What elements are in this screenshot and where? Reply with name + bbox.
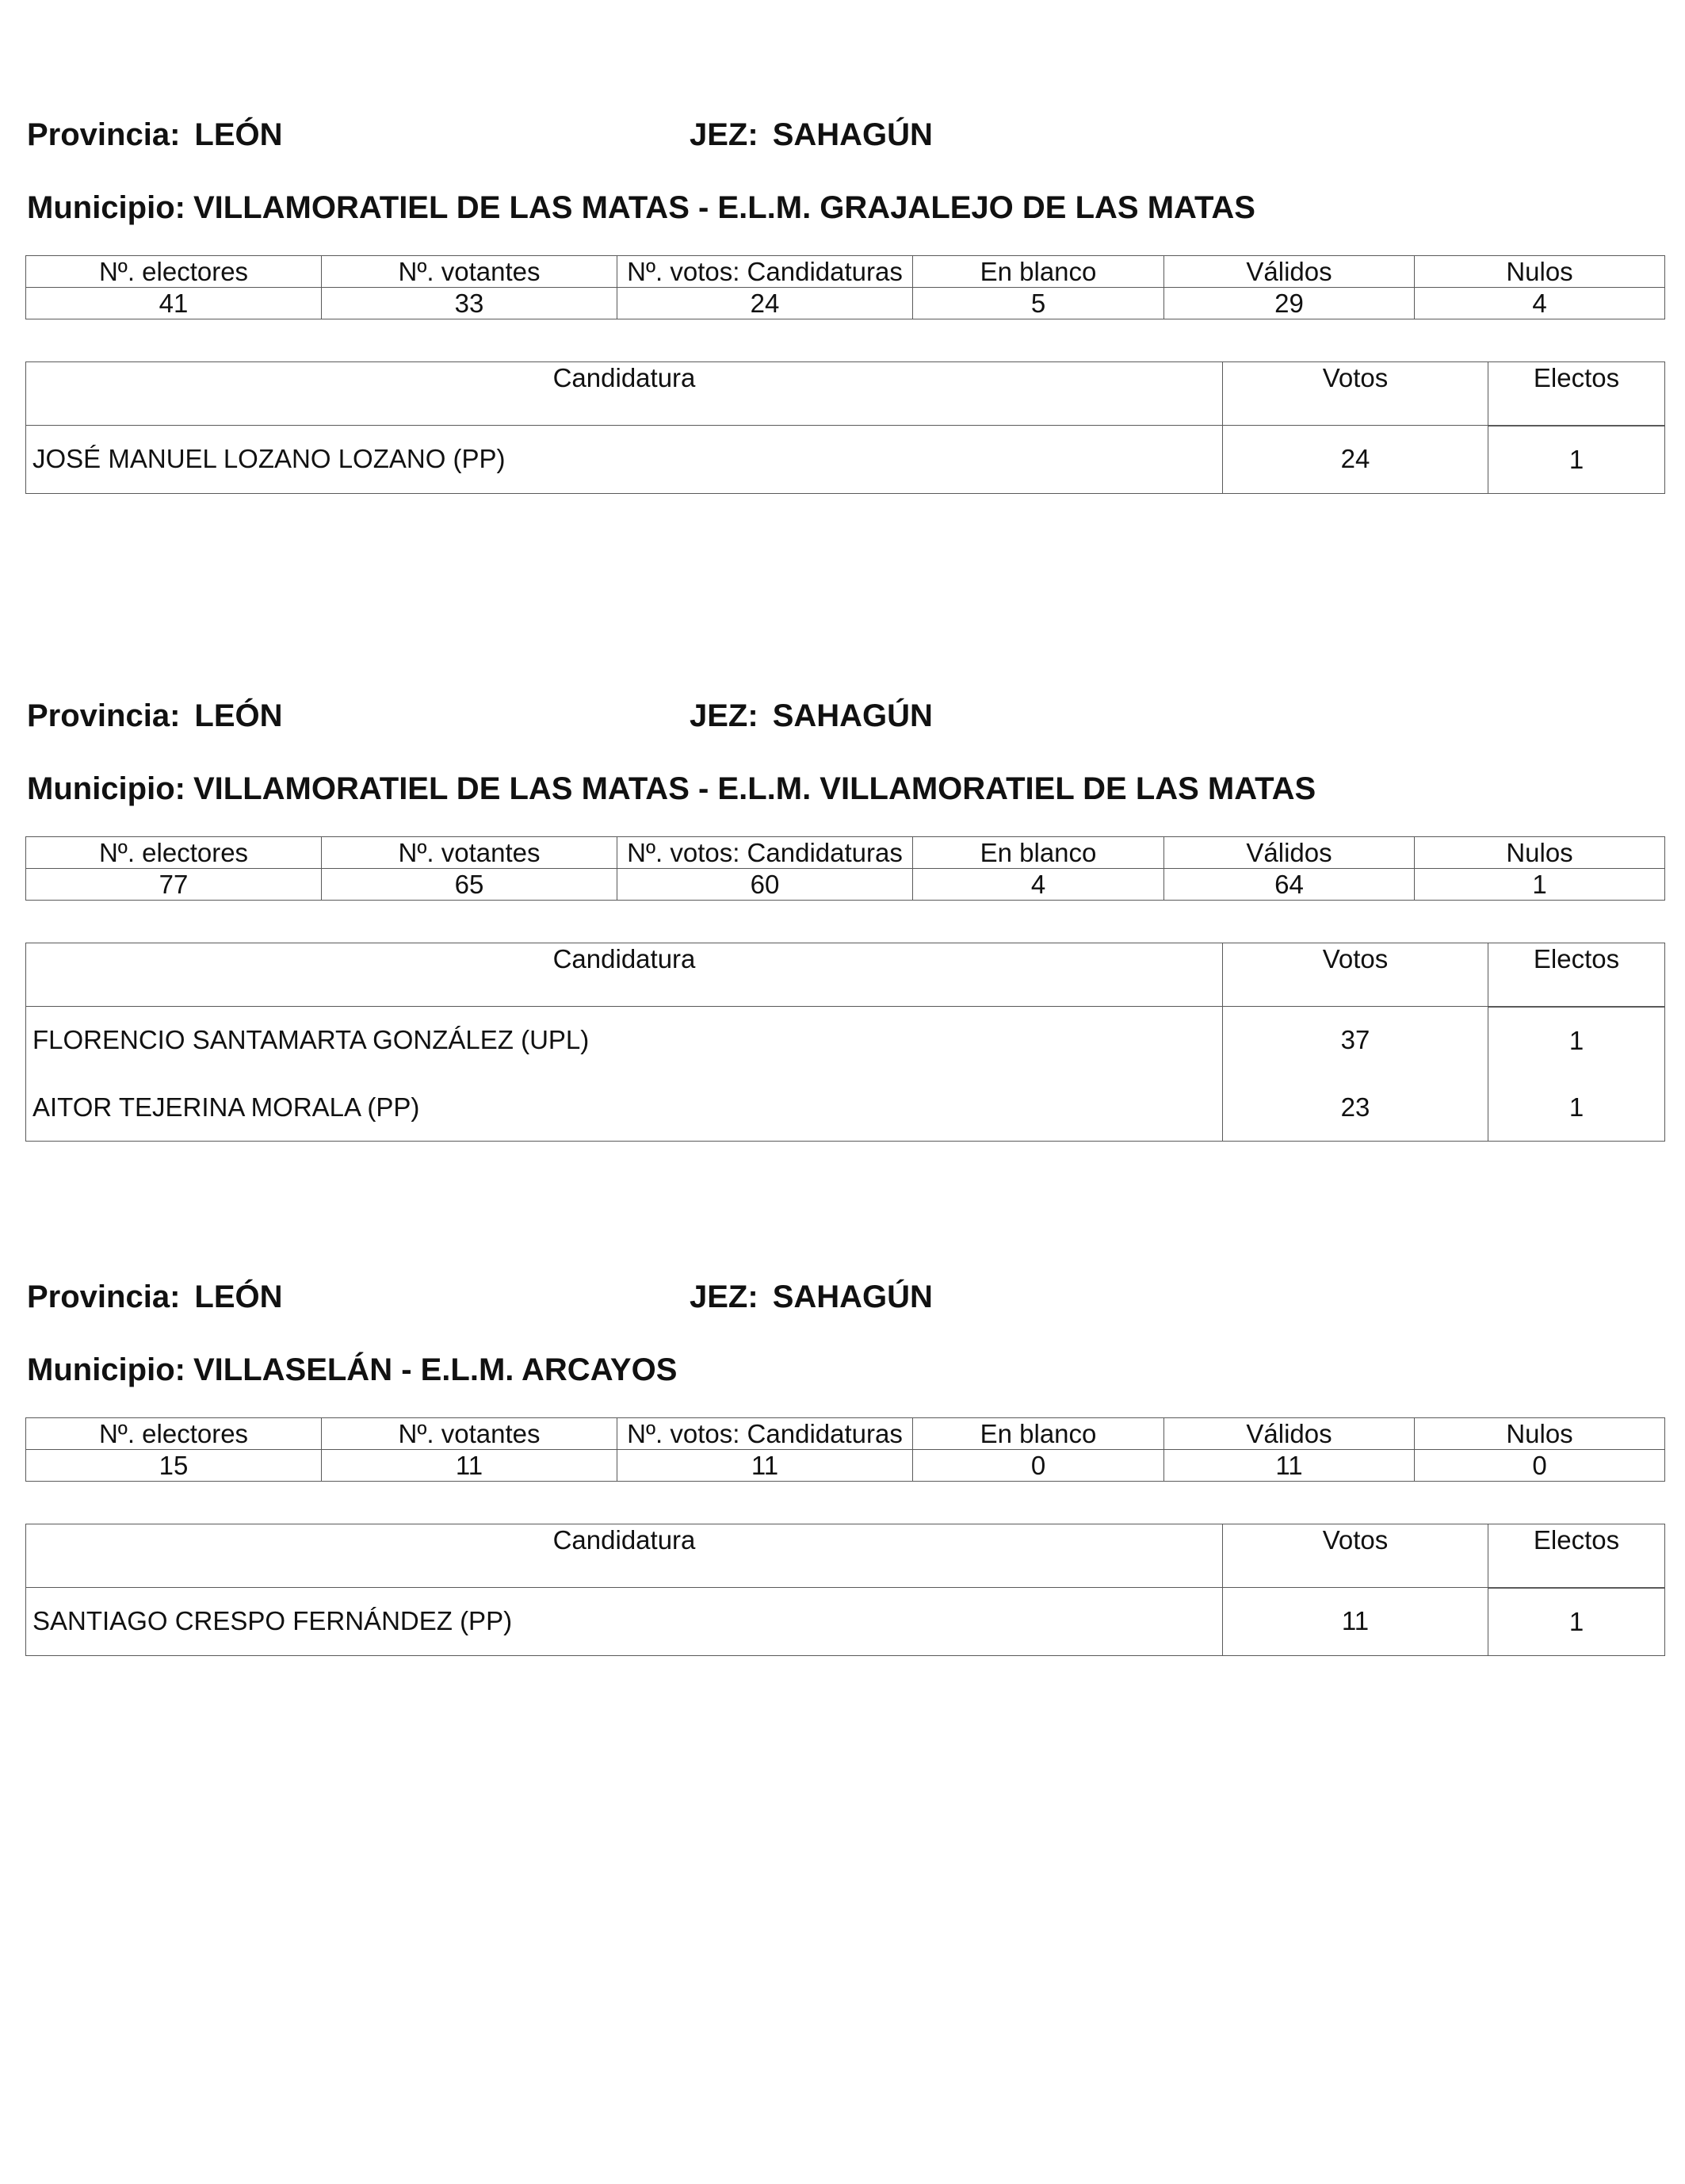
jez-header — [690, 700, 933, 732]
municipio-value: VILLAMORATIEL DE LAS MATAS - E.L.M. VILLAMORATIEL DE LAS MATAS — [193, 771, 1316, 806]
stats-validos: 64 — [1164, 869, 1415, 901]
municipio-label: Municipio: — [27, 1352, 185, 1387]
electos-header: Electos — [1488, 1524, 1665, 1588]
stats-votos-candidaturas: 60 — [617, 869, 913, 901]
votos-header: Votos — [1223, 943, 1488, 1007]
candidate-row — [26, 426, 1665, 494]
stats-header-row — [26, 837, 1665, 869]
provincia-header — [27, 119, 283, 151]
stats-value-row — [26, 288, 1665, 319]
jez-label: JEZ: — [690, 117, 758, 152]
stats-table — [25, 255, 1665, 319]
stats-header-votantes: Nº. votantes — [322, 837, 617, 869]
stats-header-votantes: Nº. votantes — [322, 1418, 617, 1450]
jez-label: JEZ: — [690, 698, 758, 733]
candidates-header-row — [26, 362, 1665, 426]
jez-value: SAHAGÚN — [772, 117, 933, 152]
stats-votos-candidaturas: 24 — [617, 288, 913, 319]
candidate-electos: 1 — [1488, 1074, 1665, 1142]
stats-electores: 77 — [26, 869, 322, 901]
candidate-votos: 24 — [1223, 426, 1488, 494]
stats-nulos: 4 — [1415, 288, 1665, 319]
candidates-header-row — [26, 943, 1665, 1007]
stats-header-votos-candidaturas: Nº. votos: Candidaturas — [617, 1418, 913, 1450]
candidatura-header: Candidatura — [26, 1524, 1223, 1588]
electos-header: Electos — [1488, 943, 1665, 1007]
candidates-table — [25, 1524, 1665, 1656]
candidates-header-row — [26, 1524, 1665, 1588]
municipio-value: VILLAMORATIEL DE LAS MATAS - E.L.M. GRAJALEJO DE LAS MATAS — [193, 190, 1255, 225]
municipio-header — [27, 773, 1316, 805]
stats-nulos: 0 — [1415, 1450, 1665, 1482]
candidate-row — [26, 1007, 1665, 1074]
stats-votantes: 65 — [322, 869, 617, 901]
candidate-name: AITOR TEJERINA MORALA (PP) — [26, 1074, 1223, 1142]
stats-en-blanco: 0 — [913, 1450, 1164, 1482]
stats-header-votos-candidaturas: Nº. votos: Candidaturas — [617, 256, 913, 288]
jez-value: SAHAGÚN — [772, 698, 933, 733]
provincia-value: LEÓN — [194, 1279, 283, 1314]
stats-nulos: 1 — [1415, 869, 1665, 901]
votos-header: Votos — [1223, 1524, 1488, 1588]
stats-electores: 15 — [26, 1450, 322, 1482]
jez-header — [690, 119, 933, 151]
candidate-electos: 1 — [1488, 1007, 1665, 1074]
municipio-label: Municipio: — [27, 771, 185, 806]
stats-table — [25, 836, 1665, 901]
candidate-name: SANTIAGO CRESPO FERNÁNDEZ (PP) — [26, 1588, 1223, 1656]
stats-en-blanco: 4 — [913, 869, 1164, 901]
candidate-row — [26, 1588, 1665, 1656]
stats-header-en-blanco: En blanco — [913, 837, 1164, 869]
stats-value-row — [26, 1450, 1665, 1482]
stats-header-electores: Nº. electores — [26, 256, 322, 288]
jez-header — [690, 1281, 933, 1313]
stats-table — [25, 1417, 1665, 1482]
stats-validos: 11 — [1164, 1450, 1415, 1482]
stats-header-validos: Válidos — [1164, 256, 1415, 288]
stats-value-row — [26, 869, 1665, 901]
provincia-value: LEÓN — [194, 698, 283, 733]
stats-header-validos: Válidos — [1164, 1418, 1415, 1450]
electos-header: Electos — [1488, 362, 1665, 426]
municipio-header — [27, 1354, 677, 1386]
candidate-votos: 11 — [1223, 1588, 1488, 1656]
stats-header-en-blanco: En blanco — [913, 256, 1164, 288]
stats-header-votantes: Nº. votantes — [322, 256, 617, 288]
provincia-label: Provincia: — [27, 698, 181, 733]
stats-header-votos-candidaturas: Nº. votos: Candidaturas — [617, 837, 913, 869]
municipio-header — [27, 192, 1255, 224]
candidate-row — [26, 1074, 1665, 1142]
stats-header-en-blanco: En blanco — [913, 1418, 1164, 1450]
provincia-label: Provincia: — [27, 1279, 181, 1314]
stats-votantes: 11 — [322, 1450, 617, 1482]
stats-validos: 29 — [1164, 288, 1415, 319]
candidate-name: JOSÉ MANUEL LOZANO LOZANO (PP) — [26, 426, 1223, 494]
municipio-value: VILLASELÁN - E.L.M. ARCAYOS — [193, 1352, 678, 1387]
stats-header-nulos: Nulos — [1415, 256, 1665, 288]
candidate-votos: 23 — [1223, 1074, 1488, 1142]
candidate-electos: 1 — [1488, 1588, 1665, 1656]
provincia-header — [27, 1281, 283, 1313]
provincia-label: Provincia: — [27, 117, 181, 152]
stats-header-validos: Válidos — [1164, 837, 1415, 869]
stats-votos-candidaturas: 11 — [617, 1450, 913, 1482]
stats-header-electores: Nº. electores — [26, 1418, 322, 1450]
stats-header-nulos: Nulos — [1415, 1418, 1665, 1450]
stats-en-blanco: 5 — [913, 288, 1164, 319]
jez-label: JEZ: — [690, 1279, 758, 1314]
provincia-header — [27, 700, 283, 732]
stats-header-nulos: Nulos — [1415, 837, 1665, 869]
candidatura-header: Candidatura — [26, 943, 1223, 1007]
candidate-name: FLORENCIO SANTAMARTA GONZÁLEZ (UPL) — [26, 1007, 1223, 1074]
candidate-votos: 37 — [1223, 1007, 1488, 1074]
votos-header: Votos — [1223, 362, 1488, 426]
jez-value: SAHAGÚN — [772, 1279, 933, 1314]
stats-header-row — [26, 256, 1665, 288]
stats-header-electores: Nº. electores — [26, 837, 322, 869]
candidatura-header: Candidatura — [26, 362, 1223, 426]
candidates-table — [25, 361, 1665, 494]
candidate-electos: 1 — [1488, 426, 1665, 494]
municipio-label: Municipio: — [27, 190, 185, 225]
candidates-table — [25, 943, 1665, 1142]
stats-electores: 41 — [26, 288, 322, 319]
stats-votantes: 33 — [322, 288, 617, 319]
stats-header-row — [26, 1418, 1665, 1450]
provincia-value: LEÓN — [194, 117, 283, 152]
